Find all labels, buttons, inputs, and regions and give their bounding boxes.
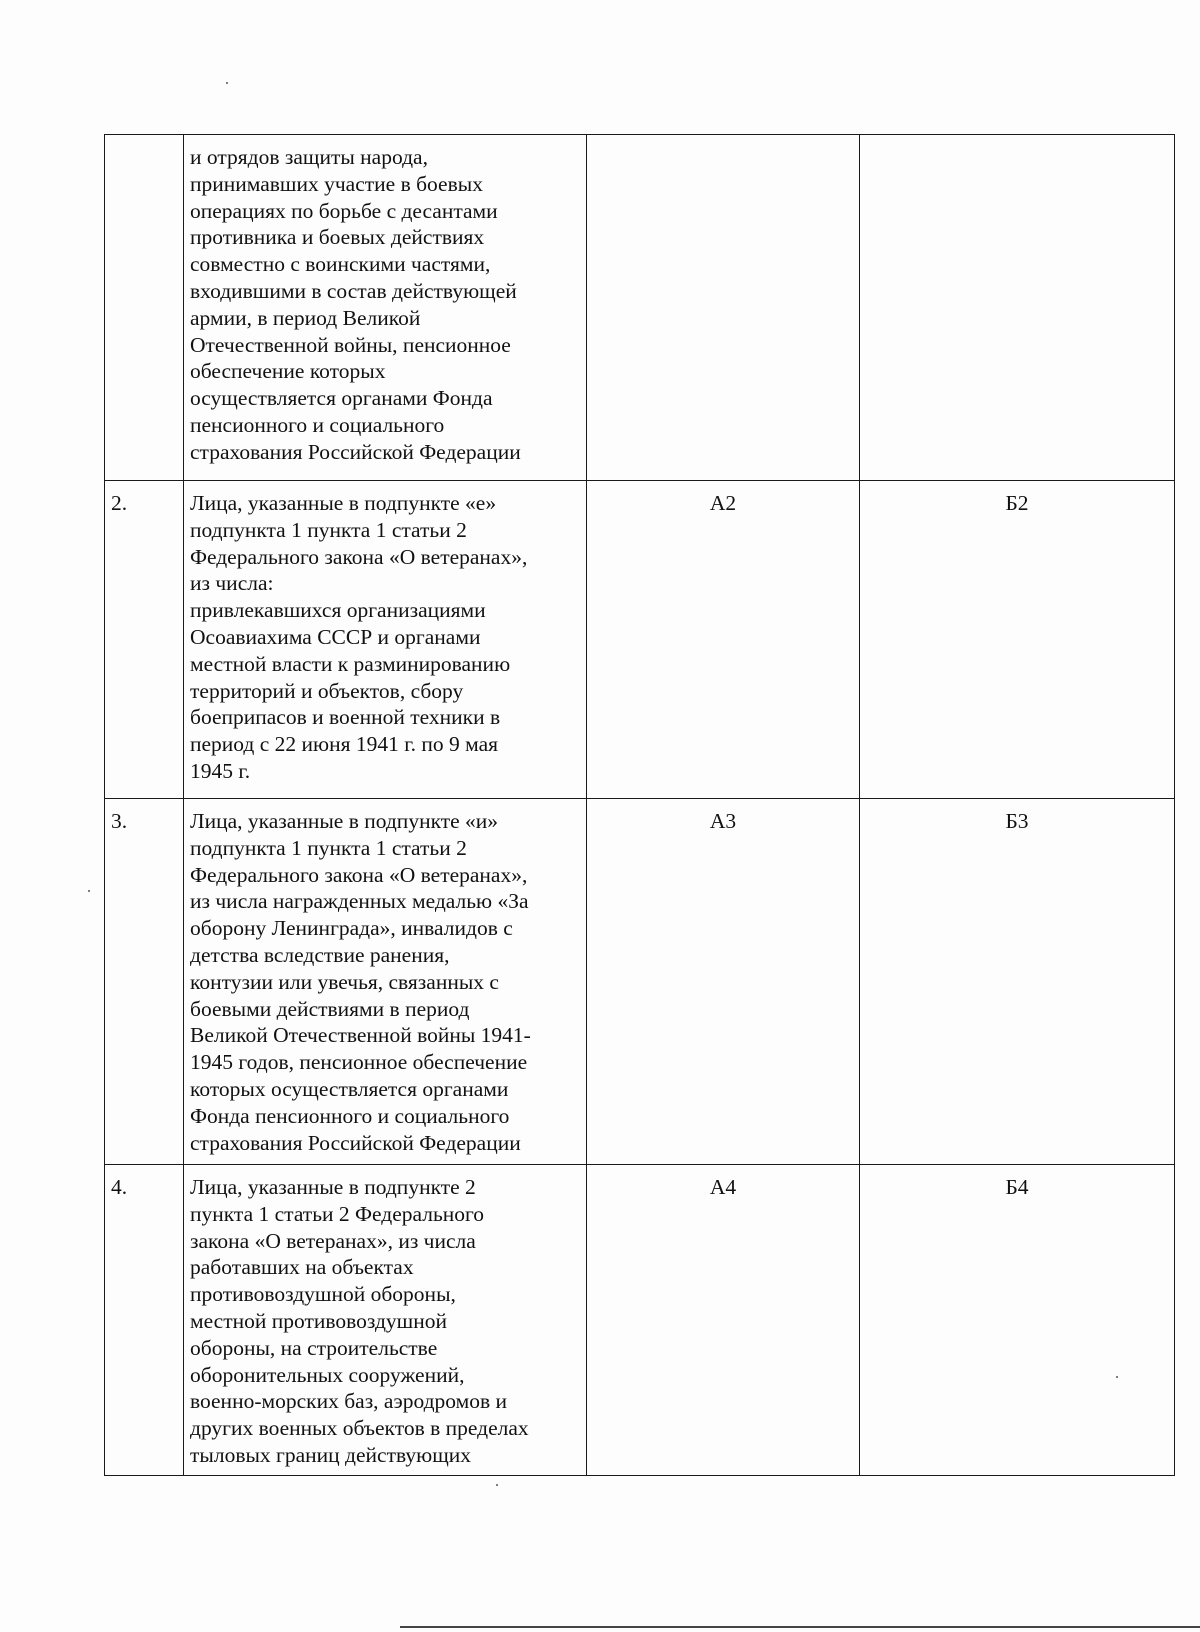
description-line: боевыми действиями в период [190,996,470,1021]
table-row [105,135,1175,481]
description-line: контузии или увечья, связанных с [190,969,499,994]
description-line: других военных объектов в пределах [190,1416,529,1441]
description-line: привлекавшихся организациями [190,598,486,623]
description-line: период с 22 июня 1941 г. по 9 мая [190,732,499,757]
description-line: противника и боевых действиях [190,225,485,250]
code-a-cell: А2 [587,481,860,799]
scan-speck [496,1484,498,1486]
description-line: местной противовоздушной [190,1308,448,1333]
code-b-cell: Б4 [860,1165,1175,1476]
description-line: и отрядов защиты народа, [190,145,428,169]
description-line: Федерального закона «О ветеранах», [190,544,528,569]
description-line: пункта 1 статьи 2 Федерального [190,1201,485,1226]
code-a-cell: А3 [587,799,860,1165]
description-line: боеприпасов и военной техники в [190,705,501,730]
description-line: Лица, указанные в подпункте «и» [190,809,499,833]
description-line: Великой Отечественной войны 1941- [190,1023,531,1048]
row-number: 4. [105,1165,184,1476]
description-line: страхования Российской Федерации [190,1130,521,1155]
description-line: Федерального закона «О ветеранах», [190,862,528,887]
description-line: обороны, на строительстве [190,1335,438,1360]
table-row [105,799,1175,1165]
row-number: 2. [105,481,184,799]
description-line: противовоздушной обороны, [190,1282,456,1307]
description-line: из числа: [190,571,274,596]
scan-speck [226,82,228,84]
table-row [105,1165,1175,1476]
row-description [184,135,587,481]
description-line: 1945 годов, пенсионное обеспечение [190,1050,528,1075]
description-line: из числа награжденных медалью «За [190,889,529,914]
description-line: 1945 г. [190,758,251,783]
description-line: закона «О ветеранах», из числа [190,1228,476,1253]
description-line: подпункта 1 пункта 1 статьи 2 [190,517,467,542]
code-b-cell [860,135,1175,481]
code-b-cell: Б2 [860,481,1175,799]
description-line: Отечественной войны, пенсионное [190,332,511,357]
code-a-cell [587,135,860,481]
row-description [184,799,587,1165]
row-description [184,481,587,799]
description-line: совместно с воинскими частями, [190,252,491,277]
description-line: территорий и объектов, сбору [190,678,464,703]
row-number [105,135,184,481]
scan-speck [1116,1376,1118,1378]
description-line: обеспечение которых [190,359,386,384]
description-line: подпункта 1 пункта 1 статьи 2 [190,835,467,860]
description-line: тыловых границ действующих [190,1442,472,1467]
scan-edge-line [400,1626,1200,1628]
description-line: пенсионного и социального [190,412,445,437]
code-a-cell: А4 [587,1165,860,1476]
description-line: Лица, указанные в подпункте 2 [190,1175,476,1199]
code-b-cell: Б3 [860,799,1175,1165]
description-line: осуществляется органами Фонда [190,386,493,411]
table-row [105,481,1175,799]
scan-speck [88,890,90,892]
row-description [184,1165,587,1476]
description-line: местной власти к разминированию [190,651,511,676]
benefits-table [104,134,1175,1476]
description-line: работавших на объектах [190,1255,414,1280]
description-line: оборонительных сооружений, [190,1362,465,1387]
description-line: Фонда пенсионного и социального [190,1103,510,1128]
description-line: оборону Ленинграда», инвалидов с [190,916,513,941]
description-line: детства вследствие ранения, [190,942,450,967]
description-line: страхования Российской Федерации [190,439,521,464]
description-line: входившими в состав действующей [190,278,517,303]
description-line: операциях по борьбе с десантами [190,198,498,223]
description-line: военно-морских баз, аэродромов и [190,1389,507,1414]
description-line: которых осуществляется органами [190,1076,509,1101]
row-number: 3. [105,799,184,1165]
description-line: армии, в период Великой [190,305,421,330]
description-line: принимавших участие в боевых [190,171,483,196]
table-body [105,135,1175,1476]
description-line: Осоавиахима СССР и органами [190,624,481,649]
description-line: Лица, указанные в подпункте «е» [190,491,497,515]
